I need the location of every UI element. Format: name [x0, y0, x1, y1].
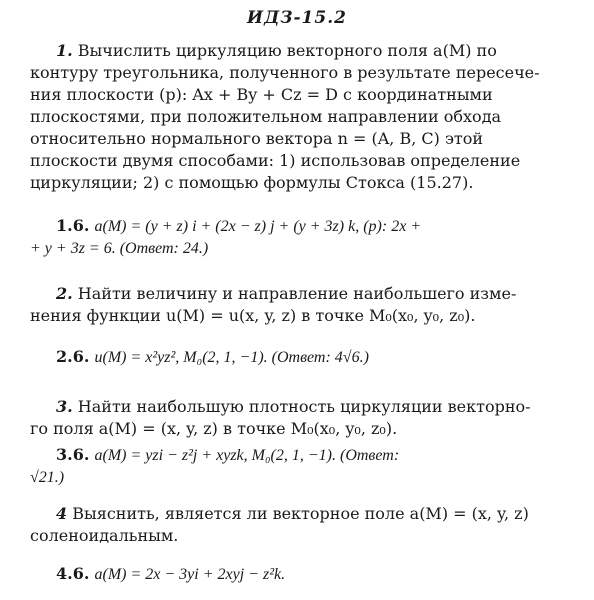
task-4-line-1 [30, 503, 580, 525]
example-2-6-line [30, 346, 580, 369]
example-1-6-formula: a(M) = (y + z) i + (2x − z) j + (y + 3z) k, (p): 2x + [94, 218, 422, 235]
example-1-6-line-1 [30, 215, 580, 238]
example-4-6-formula: a(M) = 2x − 3yi + 2xyj − z²k. [94, 566, 286, 583]
example-4-6 [30, 563, 580, 586]
task-3-text-1: Найти наибольшую плотность циркуляции векторно- [77, 397, 531, 416]
task-4-text-1: Выяснить, является ли векторное поле a(M) = (x, y, z) [72, 504, 529, 523]
task-1-line-1 [30, 40, 580, 62]
example-4-6-number: 4.6. [56, 564, 90, 583]
task-1-line-2: контуру треугольника, полученного в результате пересече- [30, 63, 540, 82]
task-2-text-1: Найти величину и направление наибольшего изме- [77, 284, 517, 303]
task-1-line-3: ния плоскости (p): Ax + By + Cz = D с координатными [30, 85, 493, 104]
task-2-number: 2. [56, 284, 73, 303]
task-1-text-1: Вычислить циркуляцию векторного поля a(M) по [77, 41, 497, 60]
example-2-6-number: 2.6. [56, 347, 90, 366]
task-1-line-5: относительно нормального вектора n = (A, B, C) этой [30, 129, 484, 148]
task-2 [30, 283, 580, 327]
example-3-6-line-2: √21.) [30, 469, 65, 486]
task-1 [30, 40, 580, 194]
example-4-6-line [30, 563, 580, 586]
task-1-line-6: плоскости двумя способами: 1) использовав определение [30, 151, 521, 170]
task-3-number: 3. [56, 397, 73, 416]
task-4-line-2: соленоидальным. [30, 526, 179, 545]
task-3-line-2: го поля a(M) = (x, y, z) в точке M₀(x₀, y₀, z₀). [30, 419, 398, 438]
task-4 [30, 503, 580, 547]
task-2-line-1 [30, 283, 580, 305]
page-title: ИДЗ-15.2 [247, 8, 347, 28]
example-3-6 [30, 444, 580, 489]
task-3-line-1 [30, 396, 580, 418]
example-2-6-formula: u(M) = x²yz², M₀(2, 1, −1). (Ответ: 4√6.) [94, 349, 369, 366]
example-1-6 [30, 215, 580, 260]
example-1-6-line-2: + y + 3z = 6. (Ответ: 24.) [30, 240, 209, 257]
example-1-6-number: 1.6. [56, 216, 90, 235]
task-3 [30, 396, 580, 440]
task-1-number: 1. [56, 41, 73, 60]
example-3-6-formula: a(M) = yzi − z²j + xyzk, M₀(2, 1, −1). (Ответ: [94, 447, 400, 464]
example-3-6-line-1 [30, 444, 580, 467]
example-3-6-number: 3.6. [56, 445, 90, 464]
example-2-6 [30, 346, 580, 369]
task-1-line-4: плоскостями, при положительном направлении обхода [30, 107, 502, 126]
task-4-number: 4 [56, 504, 68, 523]
task-1-line-7: циркуляции; 2) с помощью формулы Стокса (15.27). [30, 173, 474, 192]
task-2-line-2: нения функции u(M) = u(x, y, z) в точке M₀(x₀, y₀, z₀). [30, 306, 476, 325]
